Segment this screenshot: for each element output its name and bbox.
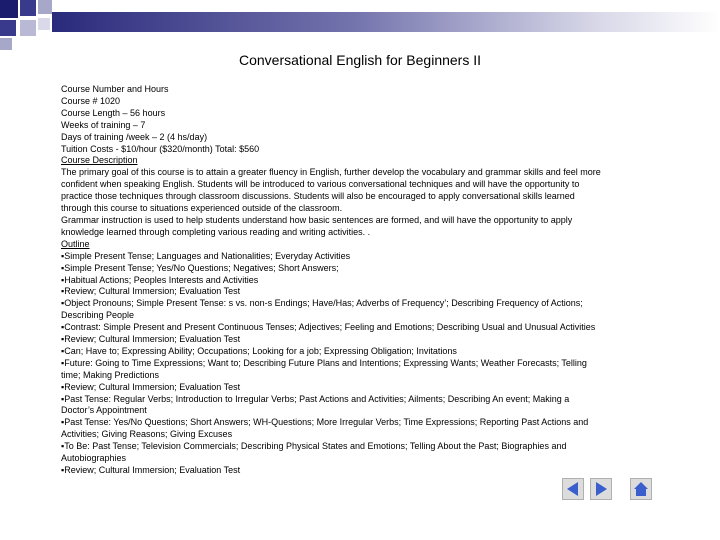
description-line: confident when speaking English. Students will be introduced to various conversational techniques and will have the opportunity to	[61, 179, 580, 190]
description-line: knowledge learned through completing various reading and writing activities. .	[61, 226, 371, 237]
outline-line: Doctor’s Appointment	[61, 405, 147, 416]
outline-line: ▪To Be: Past Tense; Television Commercials; Describing Physical States and Emotions; Telling About the Past; Biographies and	[61, 441, 567, 452]
outline-line: ▪Review; Cultural Immersion; Evaluation Test	[61, 286, 241, 297]
home-button[interactable]	[630, 478, 652, 500]
outline-line: Autobiographies	[61, 453, 127, 464]
page-title: Conversational English for Beginners II	[238, 52, 482, 68]
decorative-corner-squares	[0, 0, 60, 50]
description-heading: Course Description	[61, 155, 138, 166]
outline-line: ▪Can; Have to; Expressing Ability; Occupations; Looking for a job; Expressing Obligation; Invitations	[61, 345, 457, 356]
triangle-left-icon	[565, 481, 581, 497]
outline-line: ▪Simple Present Tense; Yes/No Questions; Negatives; Short Answers;	[61, 262, 339, 273]
course-info-line: Days of training /week – 2 (4 hs/day)	[61, 131, 208, 142]
outline-line: time; Making Predictions	[61, 369, 160, 380]
home-icon	[633, 481, 649, 497]
description-line: through this course to situations experienced outside of the classroom.	[61, 203, 343, 214]
course-info-line: Course # 1020	[61, 95, 121, 106]
outline-line: ▪Future: Going to Time Expressions; Want to; Describing Future Plans and Intentions; Expressing Wants; Weather Forecasts; Telling	[61, 357, 587, 368]
course-info	[61, 84, 671, 155]
course-info-line: Course Length – 56 hours	[61, 107, 166, 118]
description-line: Grammar instruction is used to help students understand how basic sentences are formed, and will have the opportunity to apply	[61, 214, 573, 225]
outline-line: ▪Habitual Actions; Peoples Interests and Activities	[61, 274, 259, 285]
slide-content	[61, 84, 671, 477]
course-info-line: Weeks of training – 7	[61, 119, 146, 130]
decorative-top-bar	[52, 12, 720, 32]
course-info-line: Course Number and Hours	[61, 84, 169, 94]
outline-line: ▪Past Tense: Yes/No Questions; Short Answers; WH-Questions; More Irregular Verbs; Time Expressions; Reporting Past Actions and	[61, 417, 589, 428]
outline-line: ▪Contrast: Simple Present and Present Continuous Tenses; Adjectives; Feeling and Emotions; Describing Usual and Unusual Activities	[61, 322, 596, 333]
outline-line: ▪Simple Present Tense; Languages and Nationalities; Everyday Activities	[61, 250, 351, 261]
outline-line: ▪Review; Cultural Immersion; Evaluation Test	[61, 334, 241, 345]
description-line: The primary goal of this course is to attain a greater fluency in English, further develop the vocabulary and grammar skills and feel more	[61, 167, 601, 178]
triangle-right-icon	[593, 481, 609, 497]
course-outline	[61, 239, 671, 477]
outline-heading: Outline	[61, 238, 90, 249]
outline-line: Activities; Giving Reasons; Giving Excuses	[61, 429, 233, 440]
course-info-line: Tuition Costs - $10/hour ($320/month) Total: $560	[61, 143, 260, 154]
outline-line: ▪Review; Cultural Immersion; Evaluation Test	[61, 381, 241, 392]
outline-line: ▪Review; Cultural Immersion; Evaluation Test	[61, 465, 241, 475]
next-slide-button[interactable]	[590, 478, 612, 500]
outline-line: Describing People	[61, 310, 135, 321]
outline-line: ▪Past Tense: Regular Verbs; Introduction to Irregular Verbs; Past Actions and Activities; Ailments; Describing An event; Making a	[61, 393, 570, 404]
course-description	[61, 155, 671, 238]
outline-line: ▪Object Pronouns; Simple Present Tense: s vs. non-s Endings; Have/Has; Adverbs of Frequency’; Describing Frequency of Actions;	[61, 298, 583, 309]
previous-slide-button[interactable]	[562, 478, 584, 500]
description-line: practice those techniques through classroom discussions. Students will also be encouraged to apply conversational skills learned	[61, 191, 575, 202]
